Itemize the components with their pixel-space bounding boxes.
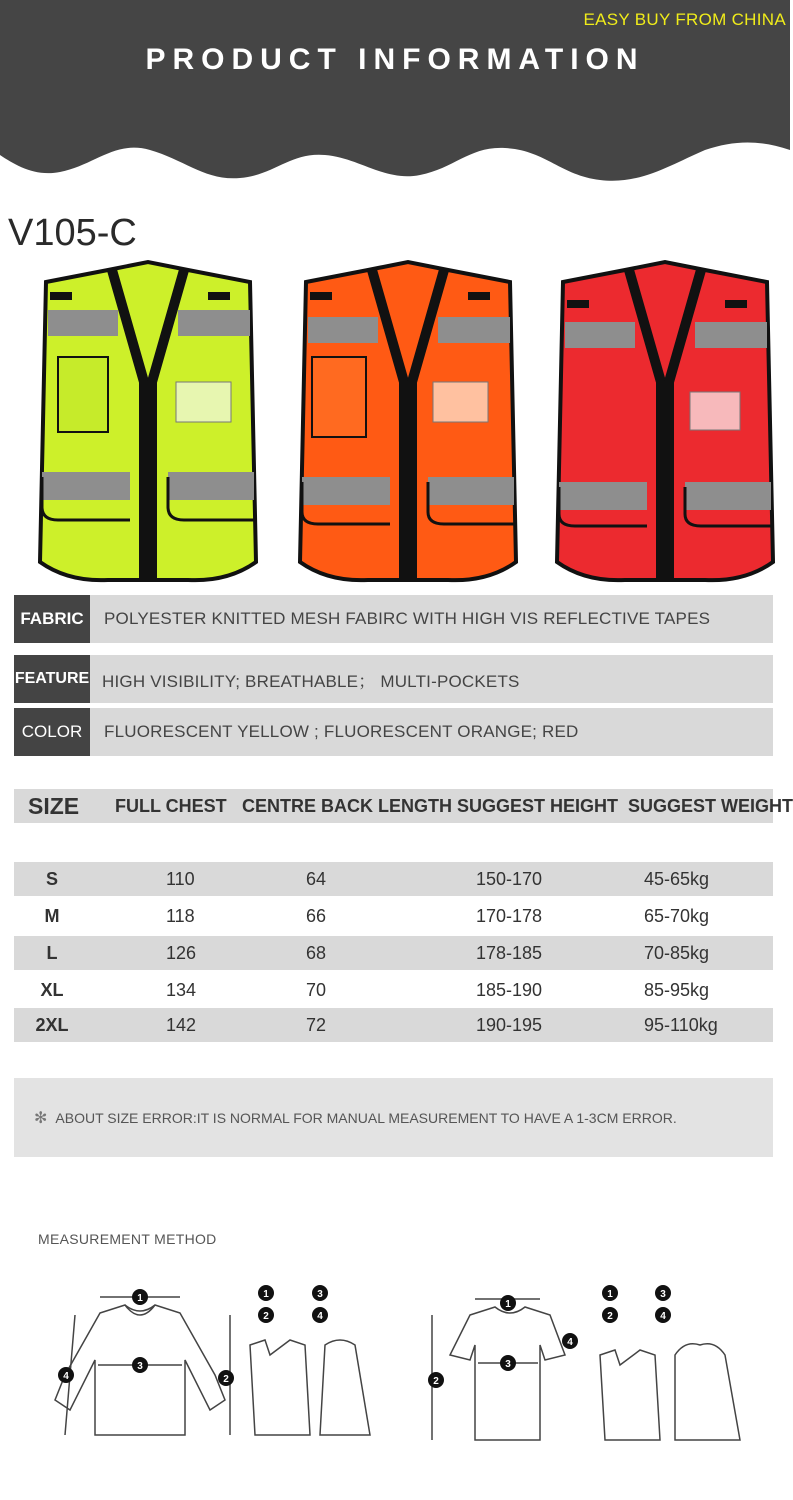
header-suggest-height: SUGGEST HEIGHT <box>457 795 619 816</box>
info-row-feature <box>14 655 773 703</box>
marker-4: 4 <box>63 1371 69 1382</box>
table-row <box>14 862 773 896</box>
header-suggest-weight: SUGGEST WEIGHT <box>628 795 793 816</box>
info-label: FABRIC <box>14 595 90 643</box>
cell-suggest-weight: 85-95kg <box>644 979 710 1000</box>
cell-suggest-weight: 45-65kg <box>644 868 710 889</box>
marker-3: 3 <box>317 1289 323 1300</box>
model-number: V105-C <box>8 212 137 254</box>
info-label: FEATURE <box>14 655 90 703</box>
vest-yellow-image <box>28 262 268 587</box>
header-full-chest: FULL CHEST <box>115 795 227 816</box>
cell-suggest-height: 170-178 <box>476 905 543 926</box>
info-value: POLYESTER KNITTED MESH FABIRC WITH HIGH VIS REFLECTIVE TAPES <box>104 609 711 628</box>
cell-suggest-weight: 95-110kg <box>644 1014 718 1035</box>
cell-back-length: 72 <box>306 1014 327 1035</box>
vest-orange-image <box>288 262 528 587</box>
measurement-title: MEASUREMENT METHOD <box>38 1231 217 1247</box>
cell-back-length: 70 <box>306 979 327 1000</box>
cell-size: 2XL <box>35 1014 69 1035</box>
header-size: SIZE <box>28 792 80 819</box>
cell-back-length: 68 <box>306 942 327 963</box>
info-value: FLUORESCENT YELLOW ; FLUORESCENT ORANGE; RED <box>104 722 579 741</box>
cell-full-chest: 110 <box>166 868 195 889</box>
marker-2: 2 <box>607 1311 613 1322</box>
marker-4: 4 <box>567 1337 573 1348</box>
marker-2: 2 <box>263 1311 269 1322</box>
marker-4: 4 <box>660 1311 666 1322</box>
cell-suggest-weight: 70-85kg <box>644 942 710 963</box>
marker-3: 3 <box>137 1361 143 1372</box>
info-row-color <box>14 708 773 756</box>
marker-3: 3 <box>505 1359 511 1370</box>
table-row <box>14 1008 773 1042</box>
marker-1: 1 <box>137 1293 143 1304</box>
cell-full-chest: 126 <box>166 942 197 963</box>
cell-suggest-height: 178-185 <box>476 942 543 963</box>
marker-1: 1 <box>505 1299 511 1310</box>
marker-2: 2 <box>223 1374 229 1385</box>
size-table-header <box>14 789 793 823</box>
cell-size: L <box>46 942 58 963</box>
cell-back-length: 66 <box>306 905 327 926</box>
cell-size: M <box>44 905 60 926</box>
marker-4: 4 <box>317 1311 323 1322</box>
info-value: HIGH VISIBILITY; BREATHABLE； MULTI-POCKETS <box>102 671 520 691</box>
cell-size: XL <box>40 979 64 1000</box>
table-row <box>14 899 773 933</box>
cell-suggest-height: 190-195 <box>476 1014 543 1035</box>
asterisk-icon: ✻ <box>34 1109 48 1127</box>
size-error-note <box>14 1078 773 1157</box>
header-back-length: CENTRE BACK LENGTH <box>242 795 452 816</box>
cell-back-length: 64 <box>306 868 327 889</box>
cell-suggest-weight: 65-70kg <box>644 905 710 926</box>
table-row <box>14 973 773 1007</box>
measurement-diagram-t-shirt <box>420 1285 760 1455</box>
note-text: ABOUT SIZE ERROR:IT IS NORMAL FOR MANUAL MEASUREMENT TO HAVE A 1-3CM ERROR. <box>55 1109 677 1126</box>
info-label: COLOR <box>14 708 90 756</box>
tagline: EASY BUY FROM CHINA <box>583 10 786 29</box>
page-title: PRODUCT INFORMATION <box>145 43 645 76</box>
info-row-fabric <box>14 595 773 643</box>
marker-1: 1 <box>607 1289 613 1300</box>
cell-suggest-height: 185-190 <box>476 979 543 1000</box>
marker-2: 2 <box>433 1376 439 1387</box>
marker-1: 1 <box>263 1289 269 1300</box>
marker-3: 3 <box>660 1289 666 1300</box>
cell-full-chest: 134 <box>166 979 197 1000</box>
header-banner <box>0 0 790 190</box>
table-row <box>14 936 773 970</box>
measurement-diagram-long-sleeve <box>50 1285 390 1455</box>
cell-full-chest: 142 <box>166 1014 197 1035</box>
vest-red-image <box>545 262 785 587</box>
cell-size: S <box>45 868 58 889</box>
cell-full-chest: 118 <box>166 905 195 926</box>
cell-suggest-height: 150-170 <box>476 868 543 889</box>
